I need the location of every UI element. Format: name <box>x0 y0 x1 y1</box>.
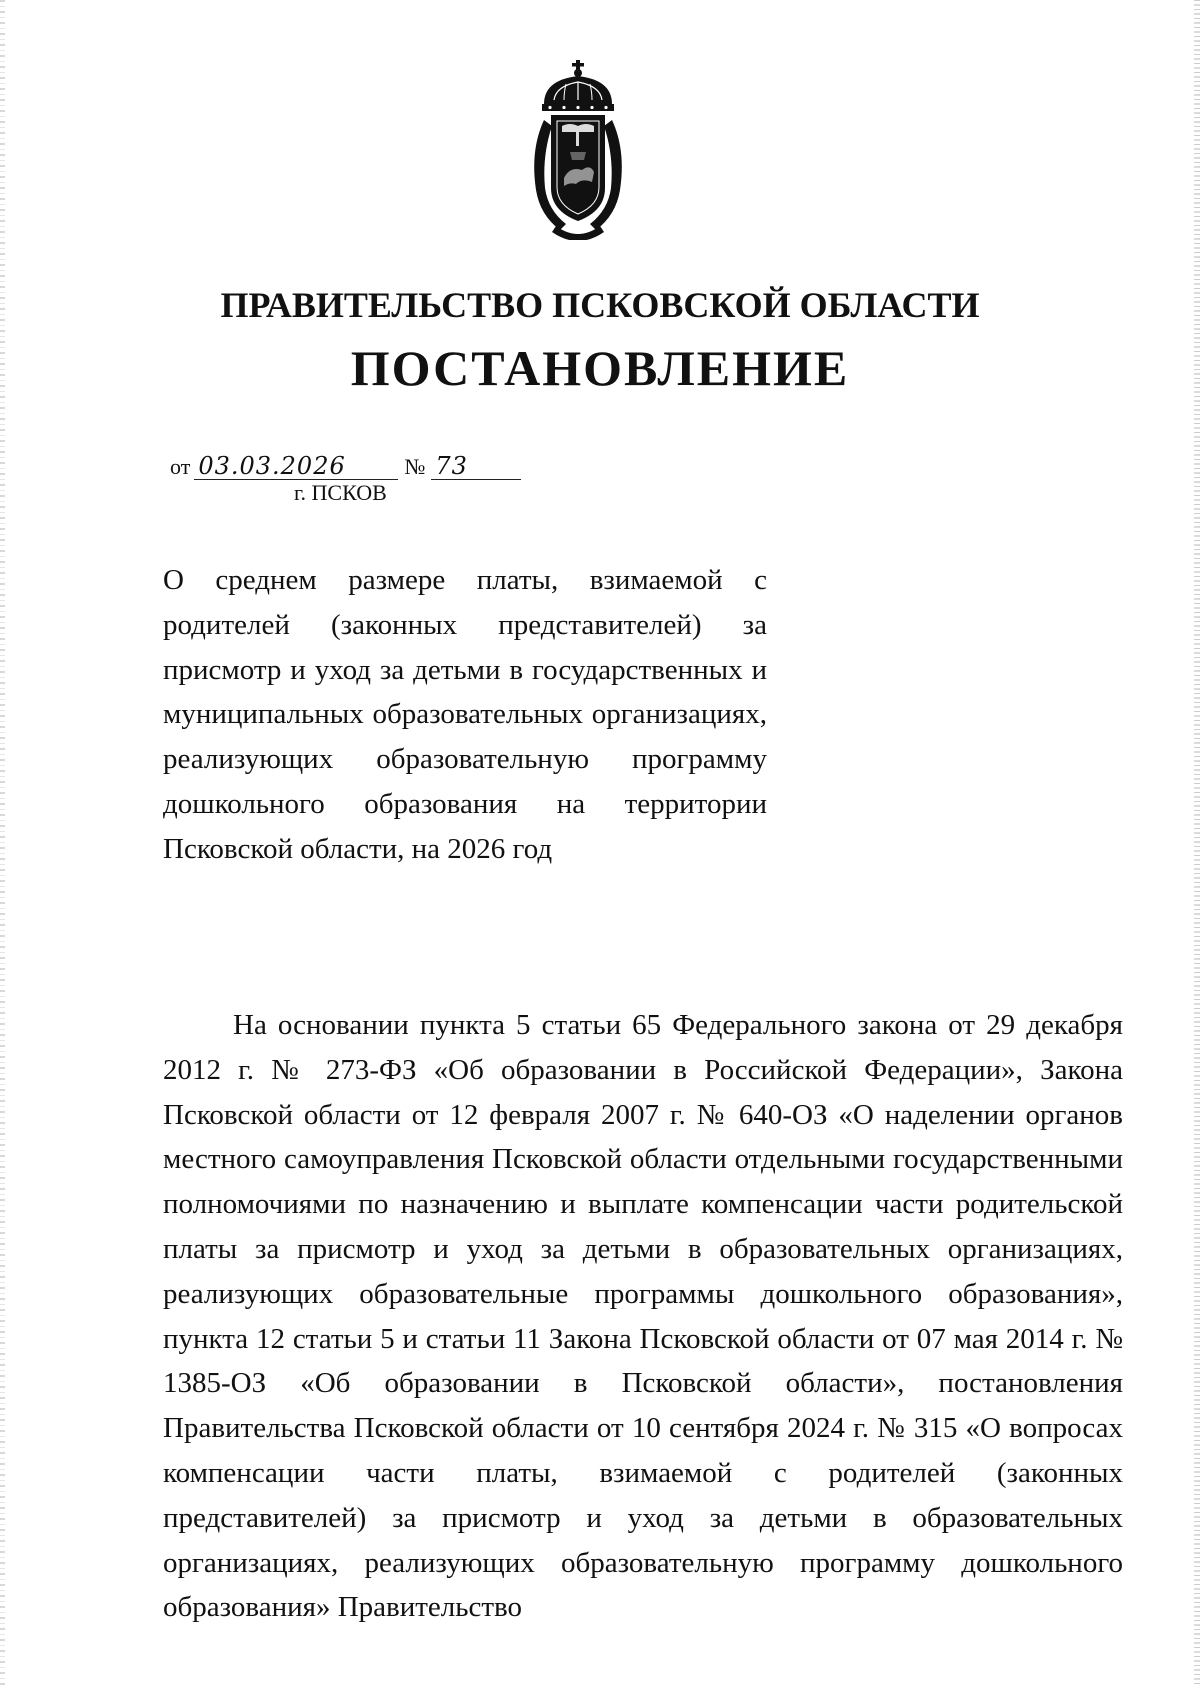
number-label: № <box>404 454 426 479</box>
date-label: от <box>170 454 191 479</box>
coat-of-arms-icon <box>530 60 626 240</box>
city-label: г. ПСКОВ <box>294 480 387 505</box>
number-value: 73 <box>431 453 521 480</box>
document-body-paragraph: На основании пункта 5 статьи 65 Федерального закона от 29 декабря 2012 г. № 273-ФЗ «Об образовании в Российской Федерации», Закона Псковской области от 12 февраля 2007 г. № 640-ОЗ «О наделении органов местного самоуправления Псковской области отдельными государственными полномочиями по назначению и выплате компенсации части родительской платы за присмотр и уход за детьми в образовательных организациях, реализующих образовательные программы дошкольного образования», пункта 12 статьи 5 и статьи 11 Закона Псковской области от 07 мая 2014 г. № 1385-ОЗ «Об образовании в Псковской области», постановления Правительства Псковской области от 10 сентября 2024 г. № 315 «О вопросах компенсации части платы, взимаемой с родителей (законных представителей) за присмотр и уход за детьми в образовательных организациях, реализующих образовательную программу дошкольного образования» Правительство <box>163 1009 1123 1624</box>
date-value: 03.03.2026 <box>194 453 398 480</box>
scan-edge-right <box>1194 0 1200 1686</box>
organization-title: ПРАВИТЕЛЬСТВО ПСКОВСКОЙ ОБЛАСТИ <box>220 285 980 325</box>
document-subject: О среднем размере платы, взимаемой с родителей (законных представителей) за присмотр и уход за детьми в государственных и муниципальных образовательных организациях, реализующих образовательную программу дошкольного образования на территории Псковской области, на 2026 год <box>163 564 767 865</box>
scan-edge-left <box>0 0 5 1686</box>
document-type-title: ПОСТАНОВЛЕНИЕ <box>350 340 850 396</box>
date-number-line <box>170 452 521 482</box>
